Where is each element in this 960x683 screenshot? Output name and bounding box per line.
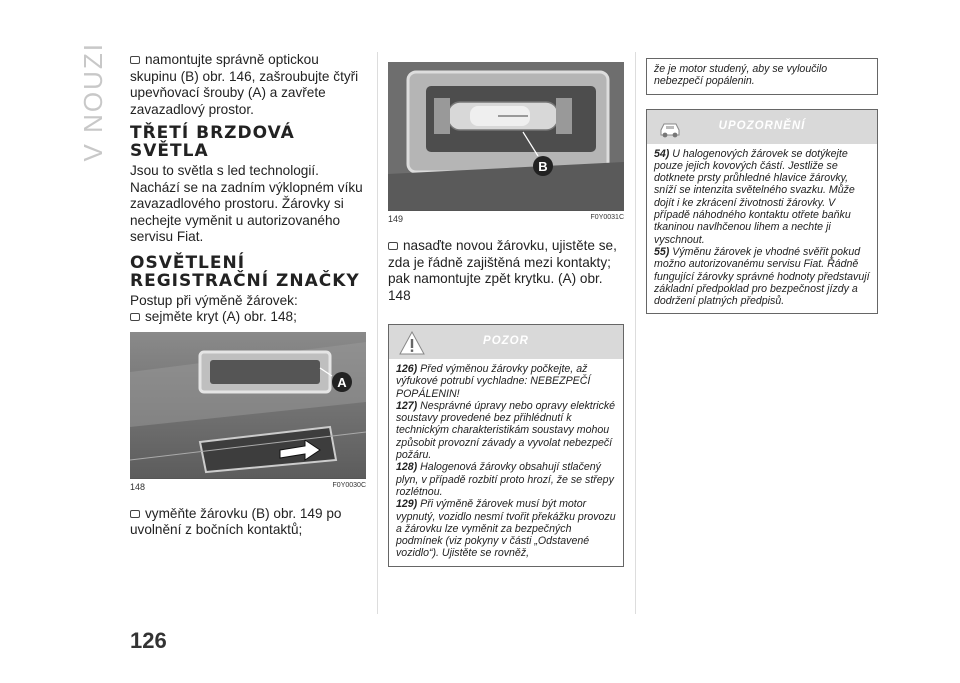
checkbox-icon xyxy=(130,56,140,64)
figure-label-b: B xyxy=(538,159,548,174)
figure-148-caption: 148 F0Y0030C xyxy=(130,481,366,492)
checkbox-icon xyxy=(388,242,398,250)
warning-item: 126) Před výměnou žárovky počkejte, až výfukové potrubí vychladne: NEBEZPEČÍ POPÁLENIN! xyxy=(396,363,591,400)
figure-148-image xyxy=(130,332,366,479)
warning-item: 128) Halogenová žárovky obsahují stlačený plyn, v případě rozbití proto hrozí, že se střepy rozlétnou. xyxy=(396,461,614,498)
warning-header xyxy=(389,325,623,359)
column-1 xyxy=(130,52,366,539)
warning-box-upozorneni xyxy=(646,109,878,315)
warning-item: 54) U halogenových žárovek se dotýkejte pouze jejich kovových částí. Jestliže se dotknete prsty průhledné hlavice žárovky, sníží se intenzita světelného svazku. Může dojít i ke zkrácení životnosti žárovky. V případě náhodného kontaktu otřete baňku tkaninou navlhčenou lihem a nechte ji vyschnout. xyxy=(654,147,855,246)
section-title-vertical xyxy=(78,42,118,162)
paragraph: namontujte správně optickou skupinu (B) obr. 146, zašroubujte čtyři upevňovací šrouby (A) a zavřete zavazadlový prostor. xyxy=(130,52,359,117)
column-2 xyxy=(388,62,624,567)
warning-title: POZOR xyxy=(483,335,529,347)
column-3 xyxy=(646,58,878,314)
warning-item: 127) Nesprávné úpravy nebo opravy elektrické soustavy provedené bez přihlédnutí k technickým charakteristikám soustavy mohou způsobit provozní závady a vyvolat nebezpečí požáru. xyxy=(396,399,616,462)
warning-box-pozor xyxy=(388,324,624,567)
checkbox-icon xyxy=(130,313,140,321)
warning-continuation-text: že je motor studený, aby se vyloučilo nebezpečí popálenin. xyxy=(654,63,828,88)
figure-149-caption: 149 F0Y0031C xyxy=(388,214,624,224)
heading-plate-lighting: OSVĚTLENÍ REGISTRAČNÍ ZNAČKY xyxy=(130,252,360,291)
warning-body xyxy=(647,144,877,314)
column-divider xyxy=(377,52,378,614)
side-title-text: V NOUZI xyxy=(78,42,108,162)
page-number: 126 xyxy=(130,628,167,653)
warning-item: 129) Při výměně žárovek musí být motor vypnutý, vozidlo nesmí tvořit překážku provozu a žárovku lze vyměnit za bezpečných podmínek (viz pokyny v části „Odstavené vozidlo“). Ujistěte se rovněž, xyxy=(396,498,616,560)
heading-third-brake-lights: TŘETÍ BRZDOVÁ SVĚTLA xyxy=(130,123,295,161)
checkbox-icon xyxy=(130,510,140,518)
figure-label-a: A xyxy=(337,374,347,390)
warning-continuation-box xyxy=(646,58,878,95)
paragraph: nasaďte novou žárovku, ujistěte se, zda je řádně zajištěná mezi kontakty; pak namontujte zpět krytku. (A) obr. 148 xyxy=(388,238,617,303)
paragraph: sejměte kryt (A) obr. 148; xyxy=(130,309,366,326)
warning-title: UPOZORNĚNÍ xyxy=(718,119,806,132)
figure-149-image xyxy=(388,62,624,211)
paragraph: vyměňte žárovku (B) obr. 149 po uvolnění z bočních kontaktů; xyxy=(130,505,342,537)
paragraph: Postup při výměně žárovek: xyxy=(130,292,298,308)
warning-item: 55) Výměnu žárovek je vhodné svěřit pokud možno autorizovanému servisu Fiat. Řádně fungující žárovky správné hodnoty představují základní předpoklad pro bezpečnost jízdy a dodržení platných předpisů. xyxy=(654,245,870,308)
paragraph: Jsou to světla s led technologií. Nachází se na zadním výklopném víku zavazadlového prostoru. Žárovky si nechejte vyměnit u autorizovaného servisu Fiat. xyxy=(130,163,363,244)
column-divider xyxy=(635,52,636,614)
warning-header xyxy=(647,110,877,144)
warning-body xyxy=(389,359,623,566)
